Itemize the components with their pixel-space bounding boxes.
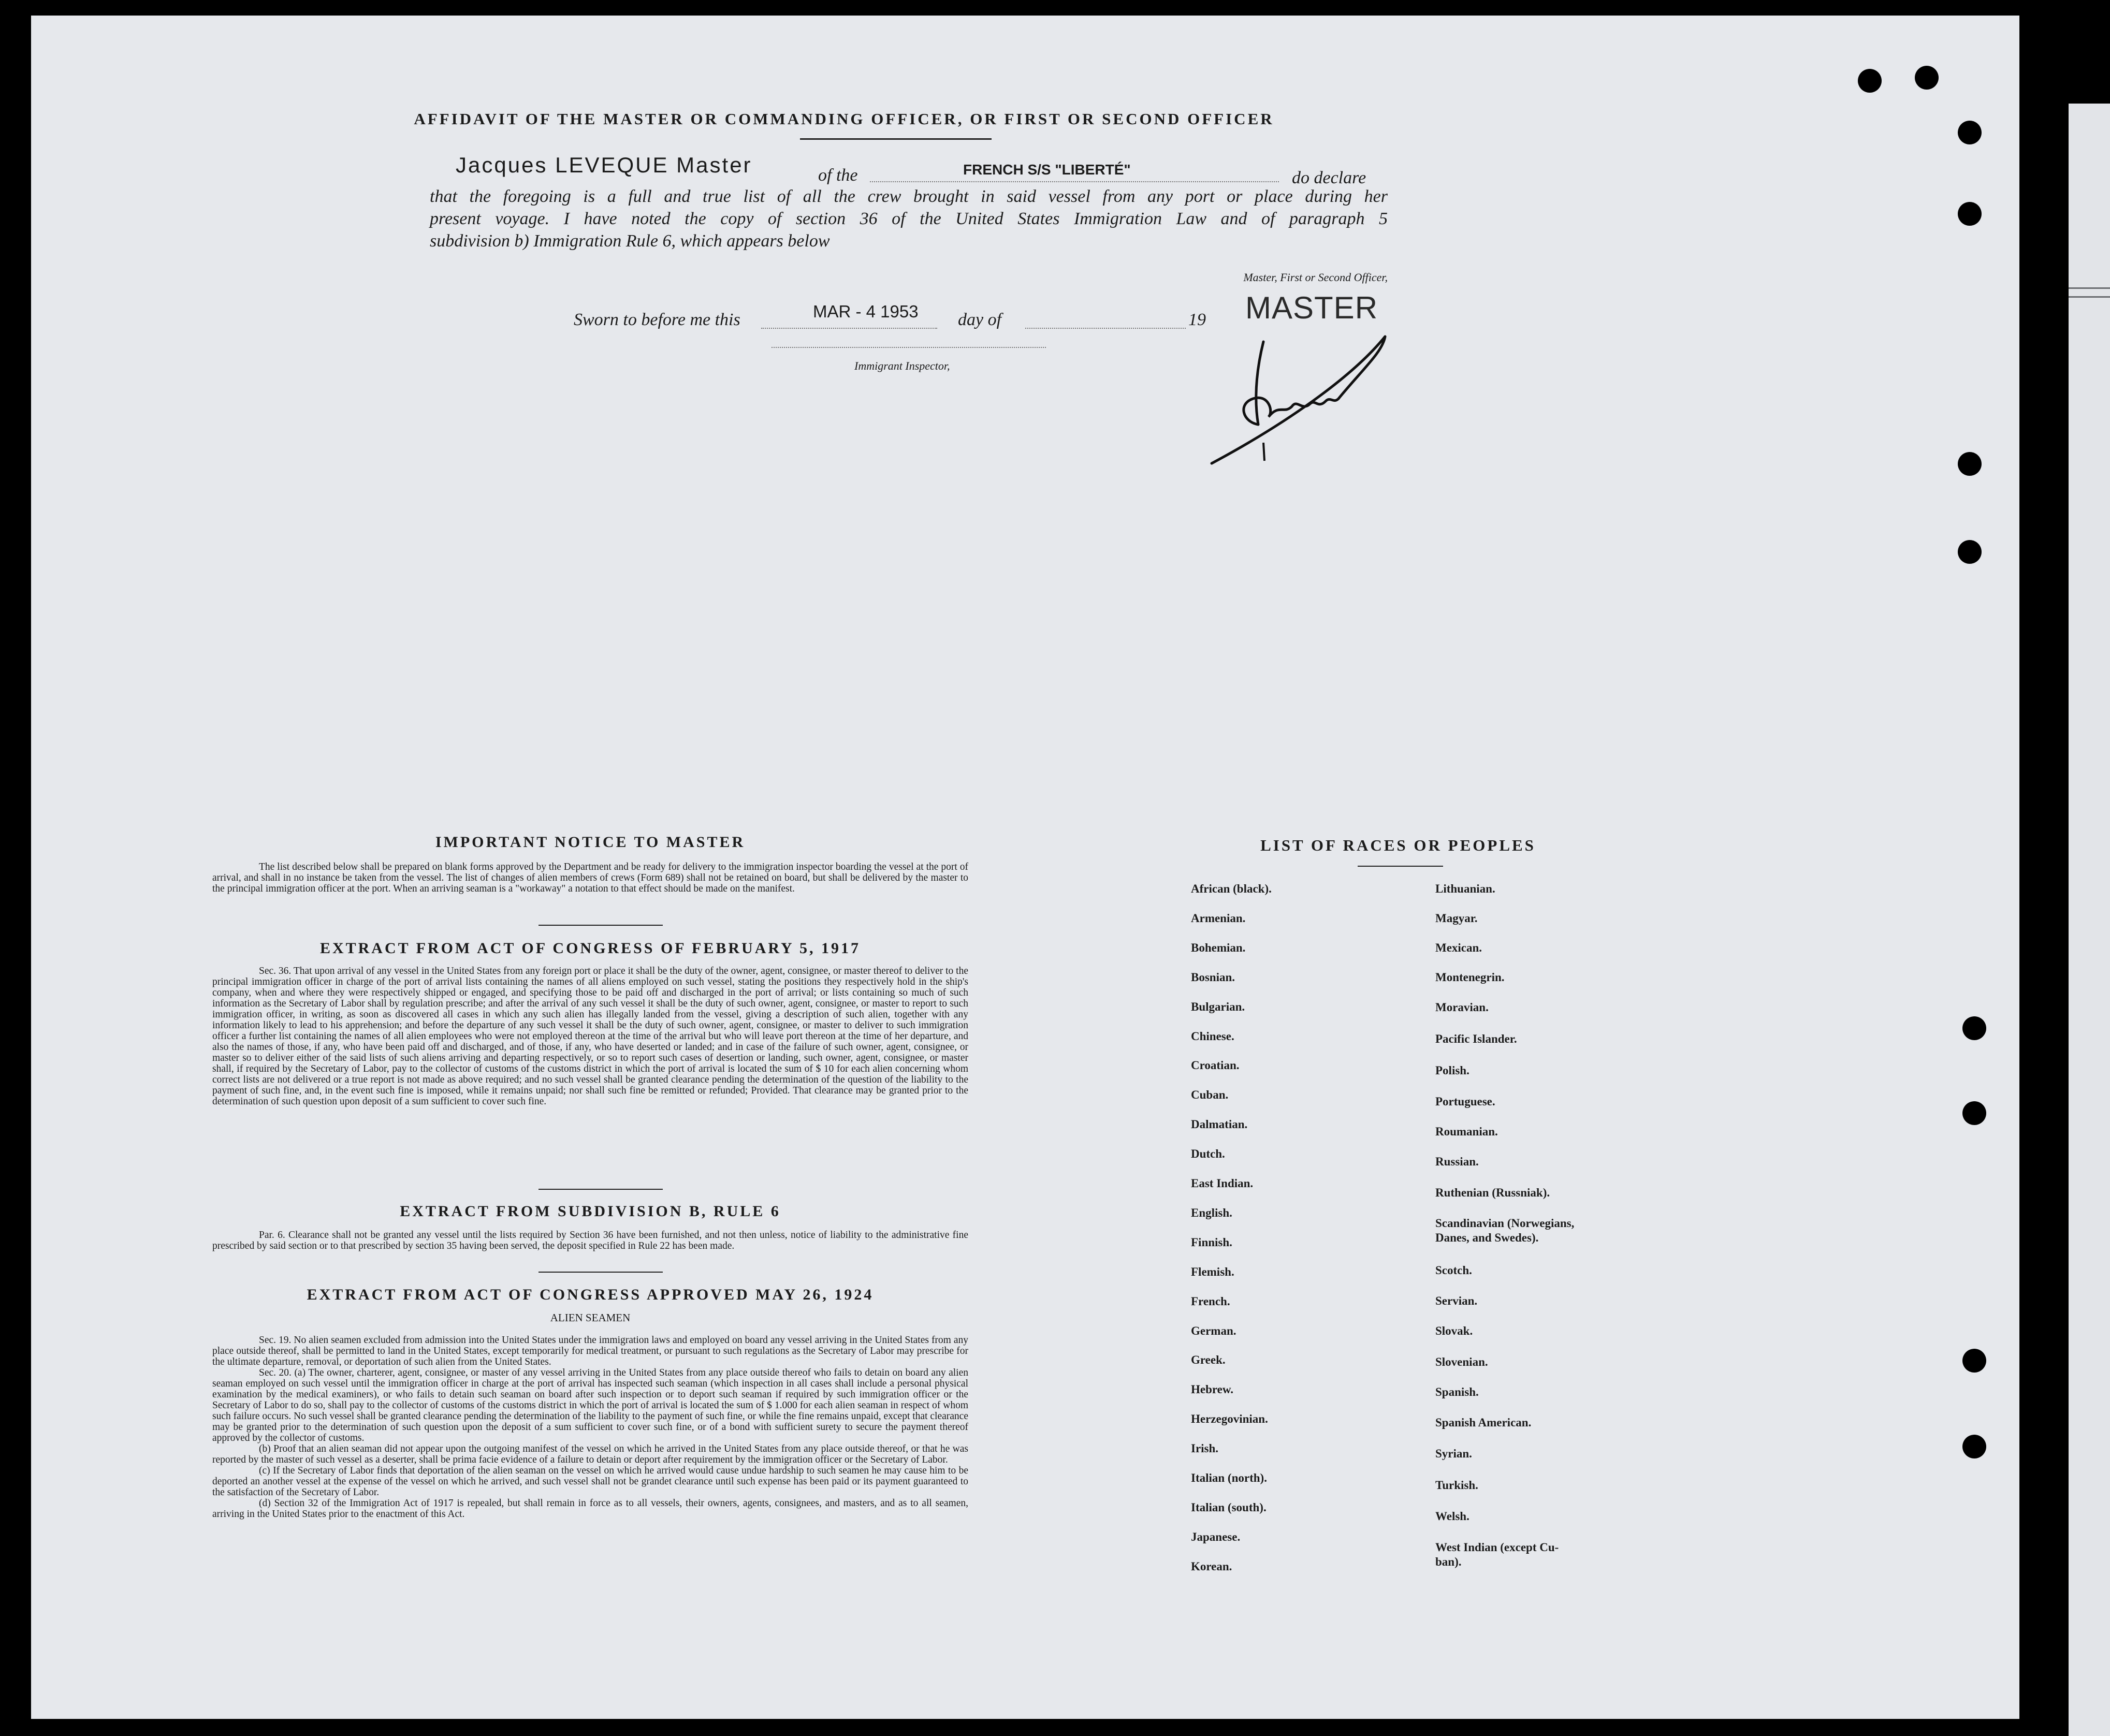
race-item: Armenian. (1191, 912, 1246, 925)
race-item: Greek. (1191, 1353, 1226, 1366)
extract-1917-title: EXTRACT FROM ACT OF CONGRESS OF FEBRUARY 5, 1917 (319, 940, 861, 957)
punch-hole (1858, 69, 1882, 93)
race-item: Slovenian. (1435, 1355, 1488, 1368)
race-item: Bohemian. (1191, 941, 1246, 954)
of-the-label: of the (818, 166, 858, 185)
races-rule (1358, 866, 1443, 867)
title-rule (800, 138, 992, 140)
sec-20b-text: (b) Proof that an alien seaman did not appear upon the outgoing manifest of the vessel on which he arrived in the United States from any place outside thereof, or that he was reported by the master of such vessel as a deserter, shall be prima facie evidence of a failure to detain or deport after requirement by the immigration officer or the Secretary of Labor. (212, 1443, 968, 1465)
race-item: Croatian. (1191, 1059, 1240, 1072)
sworn-label: Sworn to before me this (574, 310, 740, 329)
do-declare-label: do declare (1292, 168, 1366, 187)
punch-hole (1962, 1349, 1986, 1373)
section-rule (539, 1272, 663, 1273)
race-item: East Indian. (1191, 1177, 1254, 1190)
race-item: Roumanian. (1435, 1125, 1498, 1138)
race-item: African (black). (1191, 882, 1272, 895)
adjacent-page-edge (2069, 104, 2110, 1736)
race-item: Italian (south). (1191, 1501, 1267, 1514)
extract-1924-body (212, 1335, 968, 1520)
punch-hole (1915, 66, 1939, 90)
race-item: Mexican. (1435, 941, 1482, 954)
subdivision-b-body (212, 1230, 968, 1251)
race-item: Chinese. (1191, 1030, 1234, 1043)
race-item: Scotch. (1435, 1264, 1472, 1277)
punch-hole (1958, 121, 1982, 144)
punch-hole (1962, 1435, 1986, 1458)
alien-seamen-subtitle: ALIEN SEAMEN (550, 1311, 631, 1324)
race-item: Welsh. (1435, 1510, 1469, 1523)
race-item: Montenegrin. (1435, 971, 1505, 984)
race-item: Russian. (1435, 1155, 1479, 1168)
race-item: Japanese. (1191, 1530, 1241, 1543)
race-item: Herzegovinian. (1191, 1412, 1268, 1425)
sec-20d-text: (d) Section 32 of the Immigration Act of 1917 is repealed, but shall remain in force as to all vessels, their owners, agents, consignees, and masters, and as to all seamen, arriving in the United States prior to the enactment of this Act. (212, 1498, 968, 1520)
race-item: Polish. (1435, 1064, 1469, 1077)
punch-hole (1962, 1101, 1986, 1125)
par-6-text: Par. 6. Clearance shall not be granted any vessel until the lists required by Section 36 have been furnished, and not then unless, notice of liability to the administrative fine prescribed by said section or to that prescribed by section 35 having been served, the deposit specified in Rule 22 has been made. (212, 1230, 968, 1251)
race-item: Scandinavian (Norwegians, Danes, and Swedes). (1435, 1217, 1575, 1244)
punch-hole (1958, 202, 1982, 226)
race-item: French. (1191, 1295, 1230, 1308)
vessel-name: FRENCH S/S "LIBERTÉ" (963, 162, 1131, 178)
race-item: Italian (north). (1191, 1471, 1267, 1484)
affidavit-title: AFFIDAVIT OF THE MASTER OR COMMANDING OFFICER, OR FIRST OR SECOND OFFICER (414, 110, 1274, 128)
race-item: Bosnian. (1191, 971, 1235, 984)
declaration-line: that the foregoing is a full and true list of all the crew brought in said vessel from any port or place during her (430, 187, 1388, 206)
race-item: Magyar. (1435, 912, 1478, 925)
declaration-line: present voyage. I have noted the copy of section 36 of the United States Immigration Law and of paragraph 5 (430, 209, 1388, 228)
race-item: Portuguese. (1435, 1095, 1495, 1108)
race-item: Dalmatian. (1191, 1118, 1248, 1131)
sec-19-text: Sec. 19. No alien seamen excluded from admission into the United States under the immigration laws and employed on board any vessel arriving in the United States from any place outside thereof, shall be permitted to land in the United States, except temporarily for medical treatment, or pursuant to such regulations as the Secretary of Labor may prescribe for the ultimate departure, removal, or deportation of such alien from the United States. (212, 1335, 968, 1367)
date-stamp: MAR - 4 1953 (813, 302, 919, 321)
notice-title: IMPORTANT NOTICE TO MASTER (435, 834, 746, 851)
section-rule (539, 1189, 663, 1190)
race-item: Ruthenian (Russniak). (1435, 1186, 1550, 1199)
race-item: Spanish American. (1435, 1416, 1532, 1429)
race-item: German. (1191, 1324, 1236, 1337)
year-prefix: 19 (1188, 310, 1206, 329)
race-item: Moravian. (1435, 1001, 1489, 1014)
inspector-label: Immigrant Inspector, (854, 359, 950, 372)
race-item: Korean. (1191, 1560, 1232, 1573)
notice-text: The list described below shall be prepared on blank forms approved by the Department and be ready for delivery to the immigration inspector boarding the vessel at the port of arrival, and shall in no instance be taken from the vessel. The list of changes of alien members of crews (Form 689) shall not be retained on board, but shall be delivered by the master to the principal immigration officer at the port. When an arriving seaman is a "workaway" a notation to that effect should be made on the manifest. (212, 862, 968, 894)
officer-label: Master, First or Second Officer, (1243, 271, 1388, 284)
signature (1206, 321, 1398, 471)
notice-body (212, 862, 968, 894)
punch-hole (1962, 1016, 1986, 1040)
race-item: Spanish. (1435, 1385, 1479, 1398)
race-item: Cuban. (1191, 1088, 1229, 1101)
race-item: Irish. (1191, 1442, 1219, 1455)
extract-1924-title: EXTRACT FROM ACT OF CONGRESS APPROVED MAY 26, 1924 (307, 1286, 874, 1303)
punch-hole (1958, 452, 1982, 476)
sec-20c-text: (c) If the Secretary of Labor finds that deportation of the alien seaman on the vessel on which he arrived would cause undue hardship to such seamen he may cause him to be deported an another vessel at the expense of the vessel on which he arrived, and such vessel shall not be grandet clearance until such expense has been paid or its payment guaranteed to the satisfaction of the Secretary of Labor. (212, 1465, 968, 1498)
race-item: Finnish. (1191, 1236, 1232, 1249)
races-title: LIST OF RACES OR PEOPLES (1260, 836, 1536, 854)
race-item: Pacific Islander. (1435, 1032, 1517, 1045)
race-item: Syrian. (1435, 1447, 1472, 1460)
edge-mark (2069, 296, 2110, 298)
race-item: Slovak. (1435, 1324, 1473, 1337)
master-name-typed: Jacques LEVEQUE Master (456, 153, 752, 177)
month-line (1025, 328, 1186, 329)
section-rule (539, 925, 663, 926)
edge-mark (2069, 287, 2110, 289)
subdivision-b-title: EXTRACT FROM SUBDIVISION B, RULE 6 (400, 1203, 781, 1220)
race-item: English. (1191, 1206, 1232, 1219)
extract-1917-body (212, 966, 968, 1107)
master-stamp: MASTER (1245, 290, 1378, 325)
race-item: West Indian (except Cu- ban). (1435, 1541, 1559, 1568)
race-item: Servian. (1435, 1294, 1478, 1307)
race-item: Flemish. (1191, 1265, 1234, 1278)
inspector-line (772, 347, 1046, 348)
race-item: Turkish. (1435, 1479, 1478, 1492)
vessel-line (870, 181, 1279, 182)
race-item: Hebrew. (1191, 1383, 1233, 1396)
race-item: Bulgarian. (1191, 1000, 1245, 1013)
declaration-line: subdivision b) Immigration Rule 6, which appears below (430, 231, 830, 251)
race-item: Lithuanian. (1435, 882, 1495, 895)
race-item: Dutch. (1191, 1147, 1225, 1160)
day-of-label: day of (958, 310, 1002, 329)
date-line (761, 328, 937, 329)
sec-20a-text: Sec. 20. (a) The owner, charterer, agent, consignee, or master of any vessel arriving in the United States from any place outside thereof who fails to detain on board any alien seaman employed on such vessel until the immigration officer in charge at the port of arrival has inspected such seaman (which inspection in all cases shall include a personal physical examination by the medical examiners), or who fails to detain such seaman on board after such inspection or to deport such seaman if required by such immigration officer or the Secretary of Labor to do so, shall pay to the collector of customs of the customs district in which the port of arrival is located the sum of $ 1.000 for each alien seaman in respect of whom such failure occurs. No such vessel shall be granted clearance pending the determination of the liability to the payment of such fine, or while the fine remains unpaid, except that clearance may be granted prior to the determination of such question upon the deposit of a sum sufficient to cover such fine, or of a bond with sufficient surety to secure the payment thereof approved by the collector of customs. (212, 1367, 968, 1443)
sec-36-text: Sec. 36. That upon arrival of any vessel in the United States from any foreign port or place it shall be the duty of the owner, agent, consignee, or master thereof to deliver to the principal immigration officer in charge of the port of arrival lists containing the names of all aliens employed on such vessel, stating the positions they respectively hold in the ship's company, when and where they were respectively shipped or engaged, and specifying those to be paid off and discharged in the port of arrival; or lists containing so much of such information as the Secretary of Labor shall by regulation prescribe; and after the arrival of any such vessel it shall be the duty of such owner, agent, consignee, or master to report to such immigration officer, in writing, as soon as discovered all cases in which any such alien has illegally landed from the vessel, giving a description of such alien, together with any information likely to lead to his apprehension; and before the departure of any such vessel it shall be the duty of such owner, agent, consignee, or master to deliver to such immigration officer a further list containing the names of all alien employees who were not employed thereon at the time of the arrival but who will leave port thereon at the time of her departure, and also the names of those, if any, who have been paid off and discharged, and of those, if any, who have deserted or landed; and in case of the failure of such owner, agent, consignee, or master so to deliver either of the said lists of such aliens arriving and departing respectively, or so to report such cases of desertion or landing, such owner, agent, consignee, or master shall, if required by the Secretary of Labor, pay to the collector of customs of the customs district in which the port of arrival is located the sum of $ 10 for each alien concerning whom correct lists are not delivered or a true report is not made as above required; and no such vessel shall be granted clearance pending the determination of the question of the liability to the payment of such fine, and, in the event such fine is imposed, while it remains unpaid; nor shall such fine be remitted or refunded; Provided. That clearance may be granted prior to the determination of such question upon deposit of a sum sufficient to cover such fine. (212, 966, 968, 1107)
punch-hole (1958, 540, 1982, 564)
